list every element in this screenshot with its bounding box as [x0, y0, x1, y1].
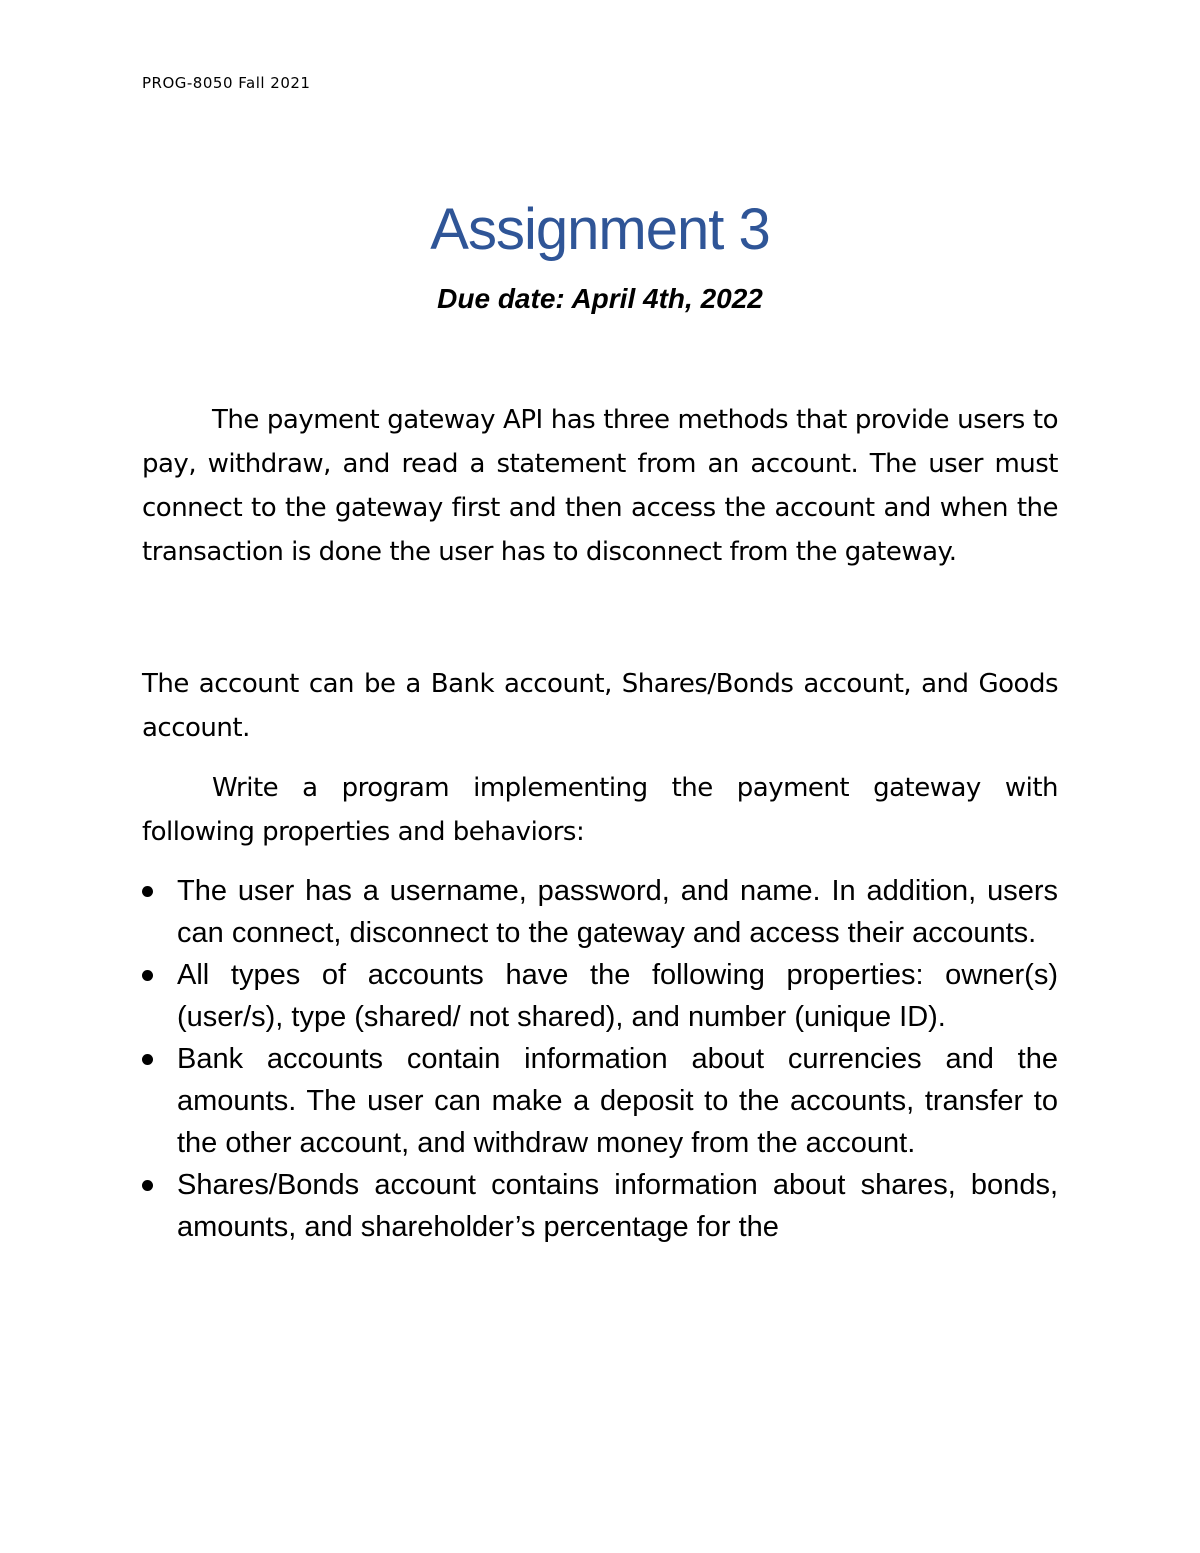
list-item-text: The user has a username, password, and name. In addition, users can connect, disconnect to the gateway and access their accounts.: [177, 875, 1058, 949]
bullet-icon: [142, 1054, 153, 1065]
document-title: Assignment 3: [430, 197, 770, 262]
task-paragraph: Write a program implementing the payment gateway with following properties and behaviors:: [142, 773, 1058, 847]
list-item-text: All types of accounts have the following properties: owner(s) (user/s), type (shared/ not shared), and number (unique ID).: [177, 959, 1058, 1033]
account-types-paragraph: The account can be a Bank account, Shares/Bonds account, and Goods account.: [142, 669, 1058, 743]
due-date: Due date: April 4th, 2022: [437, 283, 763, 314]
requirements-list: [142, 870, 1058, 1248]
list-item: [142, 1164, 1058, 1248]
intro-paragraph: The payment gateway API has three methods that provide users to pay, withdraw, and read a statement from an account. The user must connect to the gateway first and then access the account and when the transaction is done the user has to disconnect from the gateway.: [142, 405, 1058, 567]
list-item: [142, 1038, 1058, 1164]
list-item: [142, 870, 1058, 954]
list-item-text: Shares/Bonds account contains information about shares, bonds, amounts, and shareholder’s percentage for the: [177, 1169, 1058, 1243]
list-item-text: Bank accounts contain information about currencies and the amounts. The user can make a deposit to the accounts, transfer to the other account, and withdraw money from the account.: [177, 1043, 1058, 1159]
list-item: [142, 954, 1058, 1038]
page-header: PROG-8050 Fall 2021: [142, 74, 311, 92]
bullet-icon: [142, 886, 153, 897]
bullet-icon: [142, 970, 153, 981]
bullet-icon: [142, 1180, 153, 1191]
